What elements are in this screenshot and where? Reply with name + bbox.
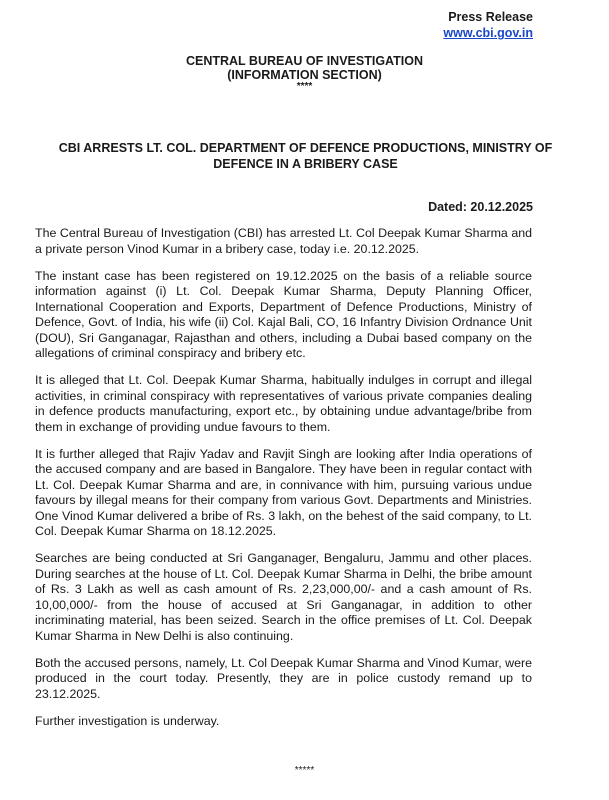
press-release-header — [443, 9, 533, 41]
paragraph-further-allegations: It is further alleged that Rajiv Yadav and Ravjit Singh are looking after India operations of the accused company and are based in Bangalore. They have been in regular contact with Lt. Col. Deepak Kumar Sharma and are, in connivance with him, pursuing various undue favours by illegal means for their company from various Govt. Departments and Ministries. One Vinod Kumar delivered a bribe of Rs. 3 lakh, on the behest of the said company, to Lt. Col. Deepak Kumar Sharma on 18.12.2025. — [35, 446, 532, 538]
press-release-body — [35, 226, 532, 741]
end-marker-stars: ***** — [294, 765, 315, 776]
website-link[interactable]: www.cbi.gov.in — [443, 26, 533, 40]
paragraph-investigation-status: Further investigation is underway. — [35, 713, 220, 728]
press-release-headline: CBI ARRESTS LT. COL. DEPARTMENT OF DEFENCE PRODUCTIONS, MINISTRY OF DEFENCE IN A BRIBERY CASE — [58, 141, 553, 171]
heading-separator-stars: **** — [296, 81, 313, 92]
paragraph-case-registration: The instant case has been registered on 19.12.2025 on the basis of a reliable source information against (i) Lt. Col. Deepak Kumar Sharma, Deputy Planning Officer, International Cooperation and Exports, Department of Defence Productions, Ministry of Defence, Govt. of India, his wife (ii) Col. Kajal Bali, CO, 16 Infantry Division Ordnance Unit (DOU), Sri Ganganagar, Rajasthan and others, including a Dubai based company on the allegations of criminal conspiracy and bribery etc. — [35, 268, 532, 360]
organization-name: CENTRAL BUREAU OF INVESTIGATION — [185, 54, 424, 68]
paragraph-arrest-summary: The Central Bureau of Investigation (CBI) has arrested Lt. Col Deepak Kumar Sharma and a private person Vinod Kumar in a bribery case, today i.e. 20.12.2025. — [35, 226, 532, 256]
release-date: Dated: 20.12.2025 — [428, 200, 533, 214]
paragraph-custody: Both the accused persons, namely, Lt. Col Deepak Kumar Sharma and Vinod Kumar, were produced in the court today. Presently, they are in police custody remand up to 23.12.2025. — [35, 655, 532, 701]
press-release-label: Press Release — [448, 10, 533, 24]
organization-heading — [0, 54, 609, 92]
organization-section: (INFORMATION SECTION) — [227, 68, 382, 82]
paragraph-allegations: It is alleged that Lt. Col. Deepak Kumar Sharma, habitually indulges in corrupt and illegal activities, in criminal conspiracy with representatives of various private companies dealing in defence products manufacturing, export etc., by obtaining undue advantage/bribe from them in exchange of providing undue favours to them. — [35, 373, 532, 434]
paragraph-searches: Searches are being conducted at Sri Ganganager, Bengaluru, Jammu and other places. During searches at the house of Lt. Col. Deepak Kumar Sharma in Delhi, the bribe amount of Rs. 3 Lakh as well as cash amount of Rs. 2,23,000,00/- and a cash amount of Rs. 10,00,000/- from the house of accused at Sri Ganganagar, in addition to other incriminating material, has been seized. Search in the office premises of Lt. Col. Deepak Kumar Sharma in New Delhi is also continuing. — [35, 551, 532, 643]
